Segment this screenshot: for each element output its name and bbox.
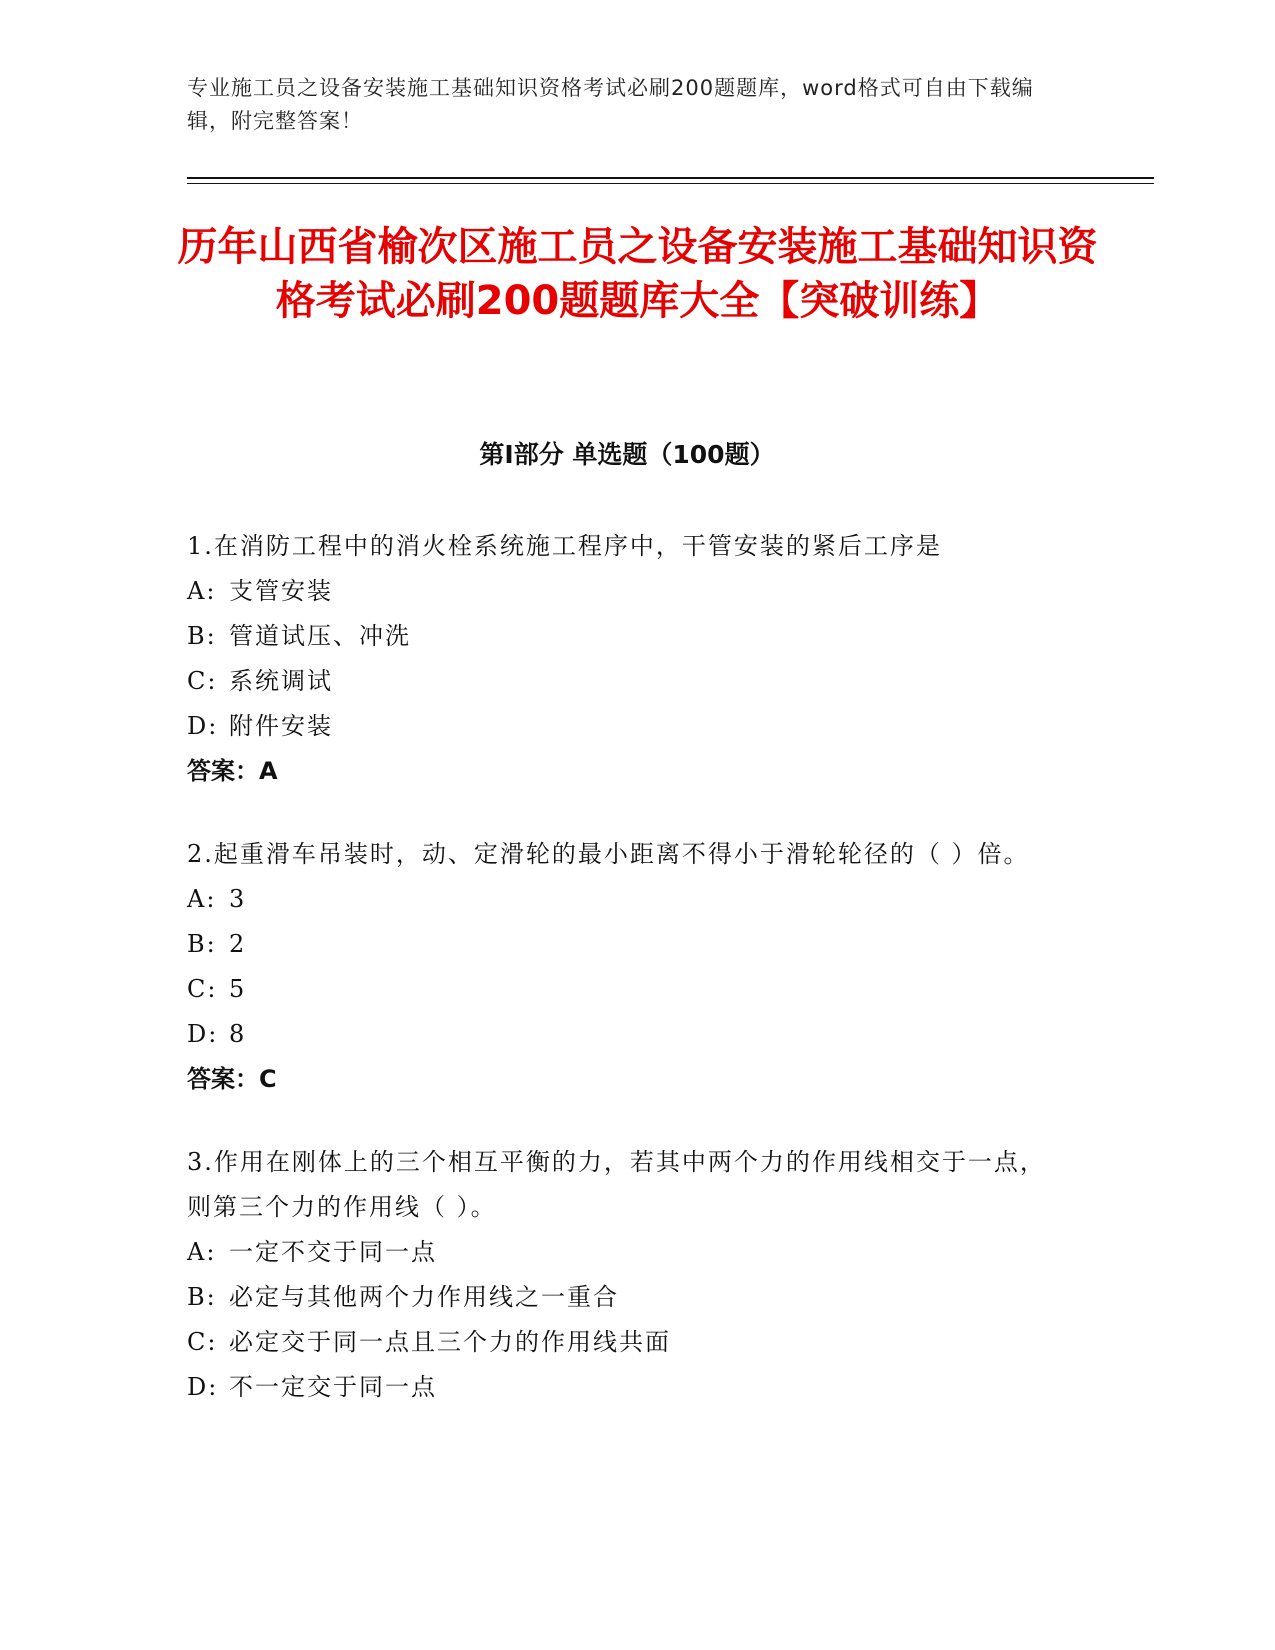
option-text: 管道试压、冲洗: [229, 622, 411, 650]
option-text: 2: [229, 930, 247, 958]
option-b: [187, 1275, 1067, 1320]
question-text: 2.起重滑车吊装时，动、定滑轮的最小距离不得小于滑轮轮径的（ ）倍。: [187, 840, 1030, 868]
option-text: 系统调试: [229, 667, 333, 695]
question-list: [187, 524, 1067, 1448]
option-d: [187, 1012, 1067, 1057]
question-item: [187, 1140, 1067, 1410]
option-c: [187, 1320, 1067, 1365]
option-label: D:: [187, 712, 219, 740]
option-label: C:: [187, 667, 218, 695]
option-label: A:: [187, 1238, 217, 1266]
option-label: A:: [187, 885, 217, 913]
option-a: [187, 877, 1067, 922]
option-text: 必定交于同一点且三个力的作用线共面: [229, 1328, 671, 1356]
answer-text: 答案：A: [187, 757, 278, 785]
section-title: 第Ⅰ部分 单选题（100题）: [479, 440, 775, 469]
option-label: C:: [187, 1328, 218, 1356]
option-a: [187, 569, 1067, 614]
option-label: B:: [187, 1283, 217, 1311]
option-b: [187, 614, 1067, 659]
option-b: [187, 922, 1067, 967]
option-text: 3: [229, 885, 247, 913]
question-item: [187, 832, 1067, 1102]
option-label: B:: [187, 930, 217, 958]
option-d: [187, 704, 1067, 749]
question-item: [187, 524, 1067, 794]
option-label: D:: [187, 1020, 219, 1048]
option-text: 一定不交于同一点: [229, 1238, 437, 1266]
option-label: C:: [187, 975, 218, 1003]
option-label: B:: [187, 622, 217, 650]
question-text: 1.在消防工程中的消火栓系统施工程序中，干管安装的紧后工序是: [187, 532, 942, 560]
option-text: 支管安装: [229, 577, 333, 605]
option-text: 5: [229, 975, 247, 1003]
question-text: 3.作用在刚体上的三个相互平衡的力，若其中两个力的作用线相交于一点，则第三个力的作用线（ ）。: [187, 1148, 1046, 1221]
option-a: [187, 1230, 1067, 1275]
header-note: 专业施工员之设备安装施工基础知识资格考试必刷200题题库，word格式可自由下载编辑，附完整答案！: [187, 76, 1034, 133]
header-rule: [187, 177, 1154, 179]
option-c: [187, 659, 1067, 704]
document-title: 历年山西省榆次区施工员之设备安装施工基础知识资格考试必刷200题题库大全【突破训练】: [177, 224, 1098, 324]
header-rule-thin: [187, 183, 1154, 184]
option-d: [187, 1365, 1067, 1410]
option-text: 必定与其他两个力作用线之一重合: [229, 1283, 619, 1311]
answer-text: 答案：C: [187, 1065, 277, 1093]
option-text: 不一定交于同一点: [229, 1373, 437, 1401]
option-text: 8: [229, 1020, 247, 1048]
option-c: [187, 967, 1067, 1012]
option-label: D:: [187, 1373, 219, 1401]
option-text: 附件安装: [229, 712, 333, 740]
option-label: A:: [187, 577, 217, 605]
